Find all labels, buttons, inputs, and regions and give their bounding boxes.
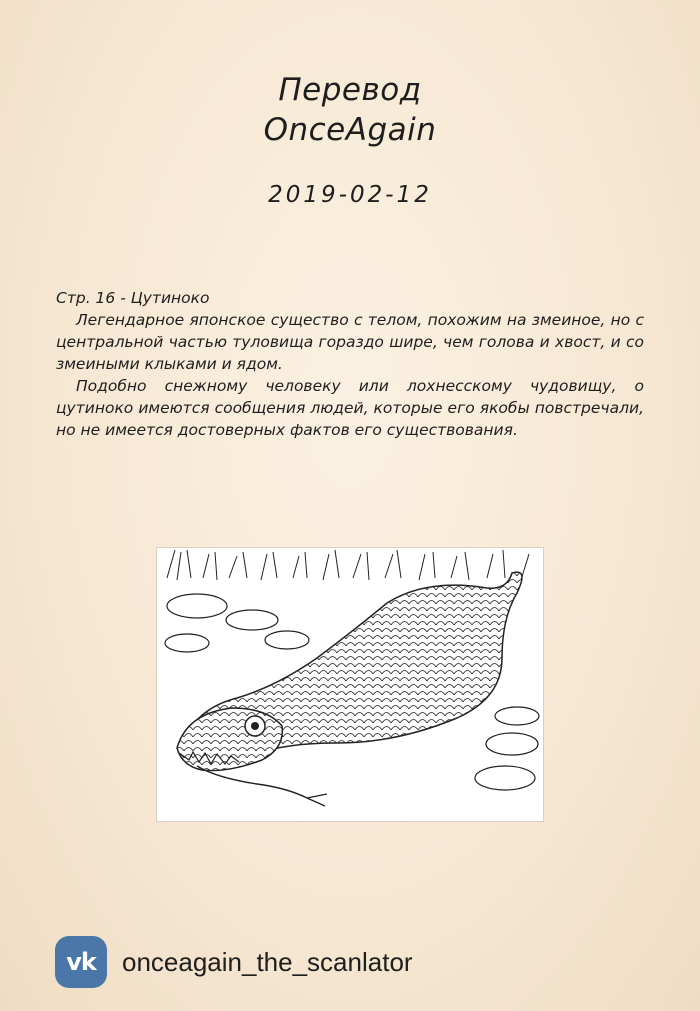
article-heading: Стр. 16 - Цутиноко <box>56 289 210 307</box>
grass-lines <box>167 550 529 580</box>
title-line-2: OnceAgain <box>263 112 437 148</box>
article <box>56 287 644 441</box>
snake-eye <box>245 716 265 736</box>
title-line-1: Перевод <box>278 72 422 108</box>
article-paragraph-2: Подобно снежному человеку или лохнесскому чудовищу, о цутиноко имеются сообщения людей, которые его якобы повстречали, но не имеется достоверных фактов его существования. <box>56 377 644 439</box>
release-date: 2019-02-12 <box>268 182 432 208</box>
tsuchinoko-illustration <box>156 547 544 822</box>
snake-tongue <box>197 766 327 806</box>
social-handle[interactable]: onceagain_the_scanlator <box>122 946 413 977</box>
vk-logo-icon[interactable]: vk <box>55 936 107 988</box>
footer <box>55 936 413 988</box>
article-paragraph-1: Легендарное японское существо с телом, похожим на змеиное, но с центральной частью туловища гораздо шире, чем голова и хвост, и со змеиными клыками и ядом. <box>56 311 644 373</box>
page-title <box>0 70 700 150</box>
